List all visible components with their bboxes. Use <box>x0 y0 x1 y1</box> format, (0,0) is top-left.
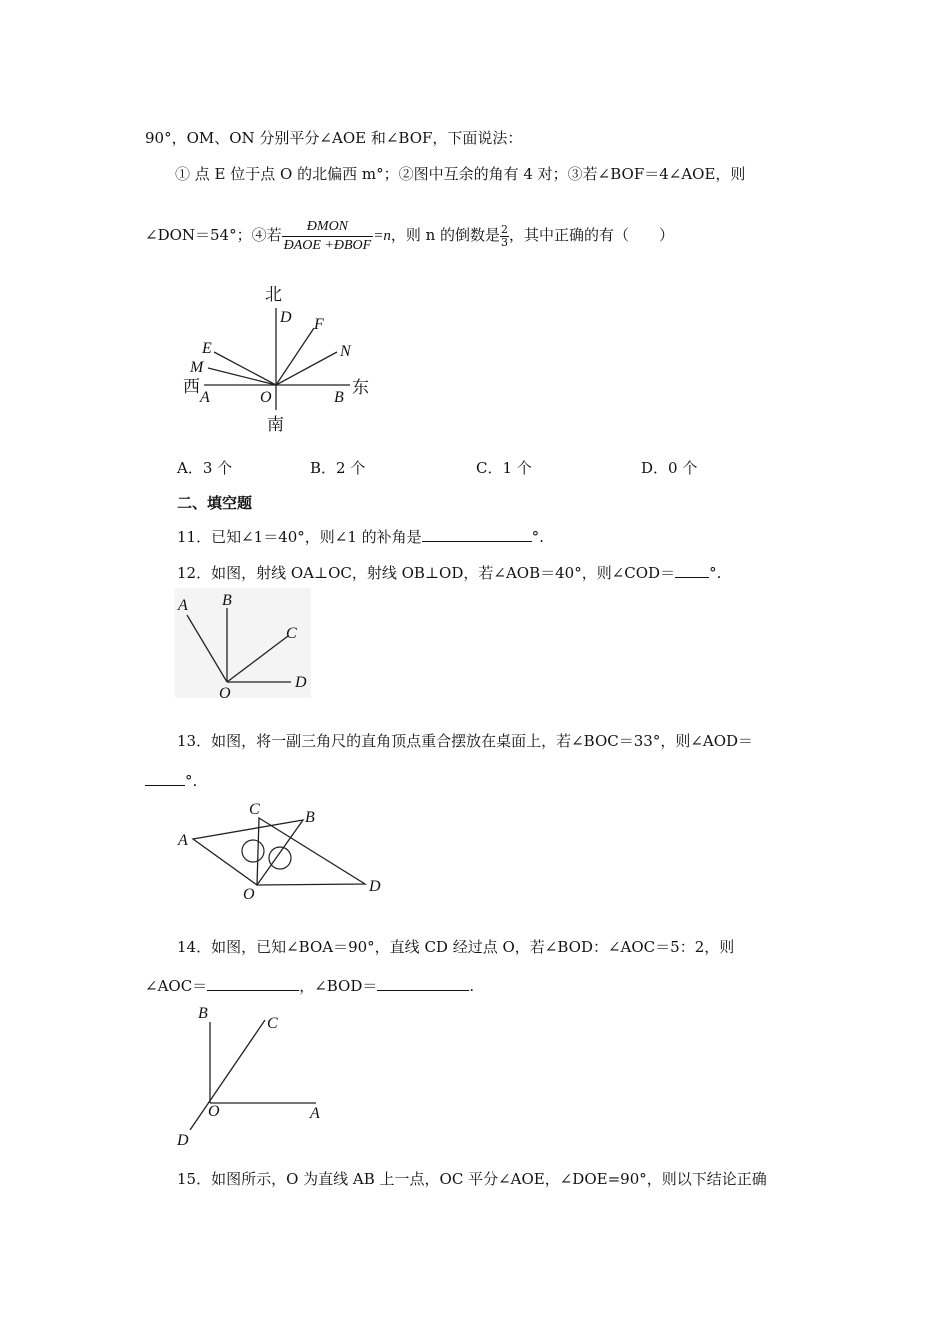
label-south: 南 <box>267 415 284 435</box>
q10-fraction-numerator: ĐMON <box>282 218 374 237</box>
option-c: C．1 个 <box>476 459 532 477</box>
q14-figure <box>172 1000 342 1150</box>
q10-line3-post: ，其中正确的有（ ） <box>509 226 675 244</box>
q12-label-d: D <box>295 674 307 691</box>
q14-bod-blank[interactable] <box>377 975 469 991</box>
q14-end: . <box>469 977 475 995</box>
q14-label-a: A <box>310 1105 320 1122</box>
q13-label-d: D <box>369 878 381 895</box>
ray-of <box>276 328 314 385</box>
q14-label-b: B <box>198 1005 208 1022</box>
q12-text: 12．如图，射线 OA⊥OC，射线 OB⊥OD，若∠AOB＝40°，则∠COD＝ <box>177 564 676 582</box>
q13-line2 <box>145 770 197 791</box>
q14-label-c: C <box>267 1015 278 1032</box>
label-east: 东 <box>352 378 369 398</box>
q13-triangle-cod <box>257 818 365 885</box>
q10-line2: ① 点 E 位于点 O 的北偏西 m°；②图中互余的角有 4 对；③若∠BOF＝4∠AOE，则 <box>175 165 746 183</box>
q11 <box>177 526 544 547</box>
q13-post: °. <box>185 772 198 790</box>
q10-fraction-denominator: ĐAOE +ĐBOF <box>283 237 372 253</box>
q13-label-a: A <box>178 832 188 849</box>
q14-label-d: D <box>177 1132 189 1149</box>
q12 <box>177 562 721 583</box>
option-a: A．3 个 <box>177 459 233 477</box>
ray-on <box>276 352 337 385</box>
q14-aoc-blank[interactable] <box>207 975 299 991</box>
q14-aoc-label: ∠AOC＝ <box>145 977 208 995</box>
label-b: B <box>334 389 344 406</box>
q12-label-a: A <box>178 597 188 614</box>
label-a: A <box>200 389 210 406</box>
option-d: D．0 个 <box>641 459 698 477</box>
q12-label-c: C <box>286 625 297 642</box>
label-north: 北 <box>265 285 282 305</box>
section-title: 二、填空题 <box>177 494 253 512</box>
q12-answer-blank[interactable] <box>675 562 709 578</box>
q12-figure <box>175 588 315 703</box>
q11-text: 11．已知∠1＝40°，则∠1 的补角是 <box>177 528 422 546</box>
label-west: 西 <box>183 377 200 397</box>
q10-compass-figure <box>180 280 380 440</box>
q10-line1: 90°，OM、ON 分别平分∠AOE 和∠BOF，下面说法： <box>145 129 523 147</box>
label-f: F <box>314 316 324 333</box>
q13-label-c: C <box>249 801 260 818</box>
q14-bod-label: ，∠BOD＝ <box>299 977 378 995</box>
ray-om <box>208 368 276 385</box>
q13-circle-1 <box>242 840 264 862</box>
q13-figure <box>175 798 395 908</box>
q14-line1: 14．如图，已知∠BOA＝90°，直线 CD 经过点 O，若∠BOD：∠AOC＝5：2，则 <box>177 938 735 956</box>
q10-line3 <box>145 212 674 259</box>
q14-label-o: O <box>208 1103 220 1120</box>
q13-label-o: O <box>243 886 255 903</box>
q14-line2 <box>145 975 474 996</box>
q10-small-fraction-den: 3 <box>501 235 509 249</box>
q14-line-cd <box>190 1020 265 1130</box>
label-d: D <box>280 309 292 326</box>
q13-answer-blank[interactable] <box>145 770 185 786</box>
q10-line3-mid: ，则 n 的倒数是 <box>390 226 501 244</box>
label-m: M <box>190 359 204 376</box>
option-b: B．2 个 <box>310 459 366 477</box>
q10-small-fraction <box>500 224 509 249</box>
label-e: E <box>202 340 212 357</box>
q10-equals-n: =n <box>373 228 391 244</box>
label-o: O <box>260 389 272 406</box>
q12-label-b: B <box>222 592 232 609</box>
q12-label-o: O <box>219 685 231 702</box>
q13-label-b: B <box>305 809 315 826</box>
q13-triangle-aob <box>193 820 303 885</box>
q11-answer-blank[interactable] <box>422 526 532 542</box>
q10-fraction <box>282 218 374 255</box>
q13-line1: 13．如图，将一副三角尺的直角顶点重合摆放在桌面上，若∠BOC＝33°，则∠AOD＝ <box>177 732 754 750</box>
q15-line1: 15．如图所示，O 为直线 AB 上一点，OC 平分∠AOE，∠DOE=90°，则以下结论正确 <box>177 1170 767 1188</box>
label-n: N <box>340 343 351 360</box>
q10-line3-pre: ∠DON＝54°；④若 <box>145 226 282 244</box>
q13-circle-2 <box>269 847 291 869</box>
q12-post: °. <box>709 564 722 582</box>
q10-small-fraction-num: 2 <box>501 222 509 236</box>
ray-oe <box>214 352 276 385</box>
q11-post: °. <box>531 528 544 546</box>
